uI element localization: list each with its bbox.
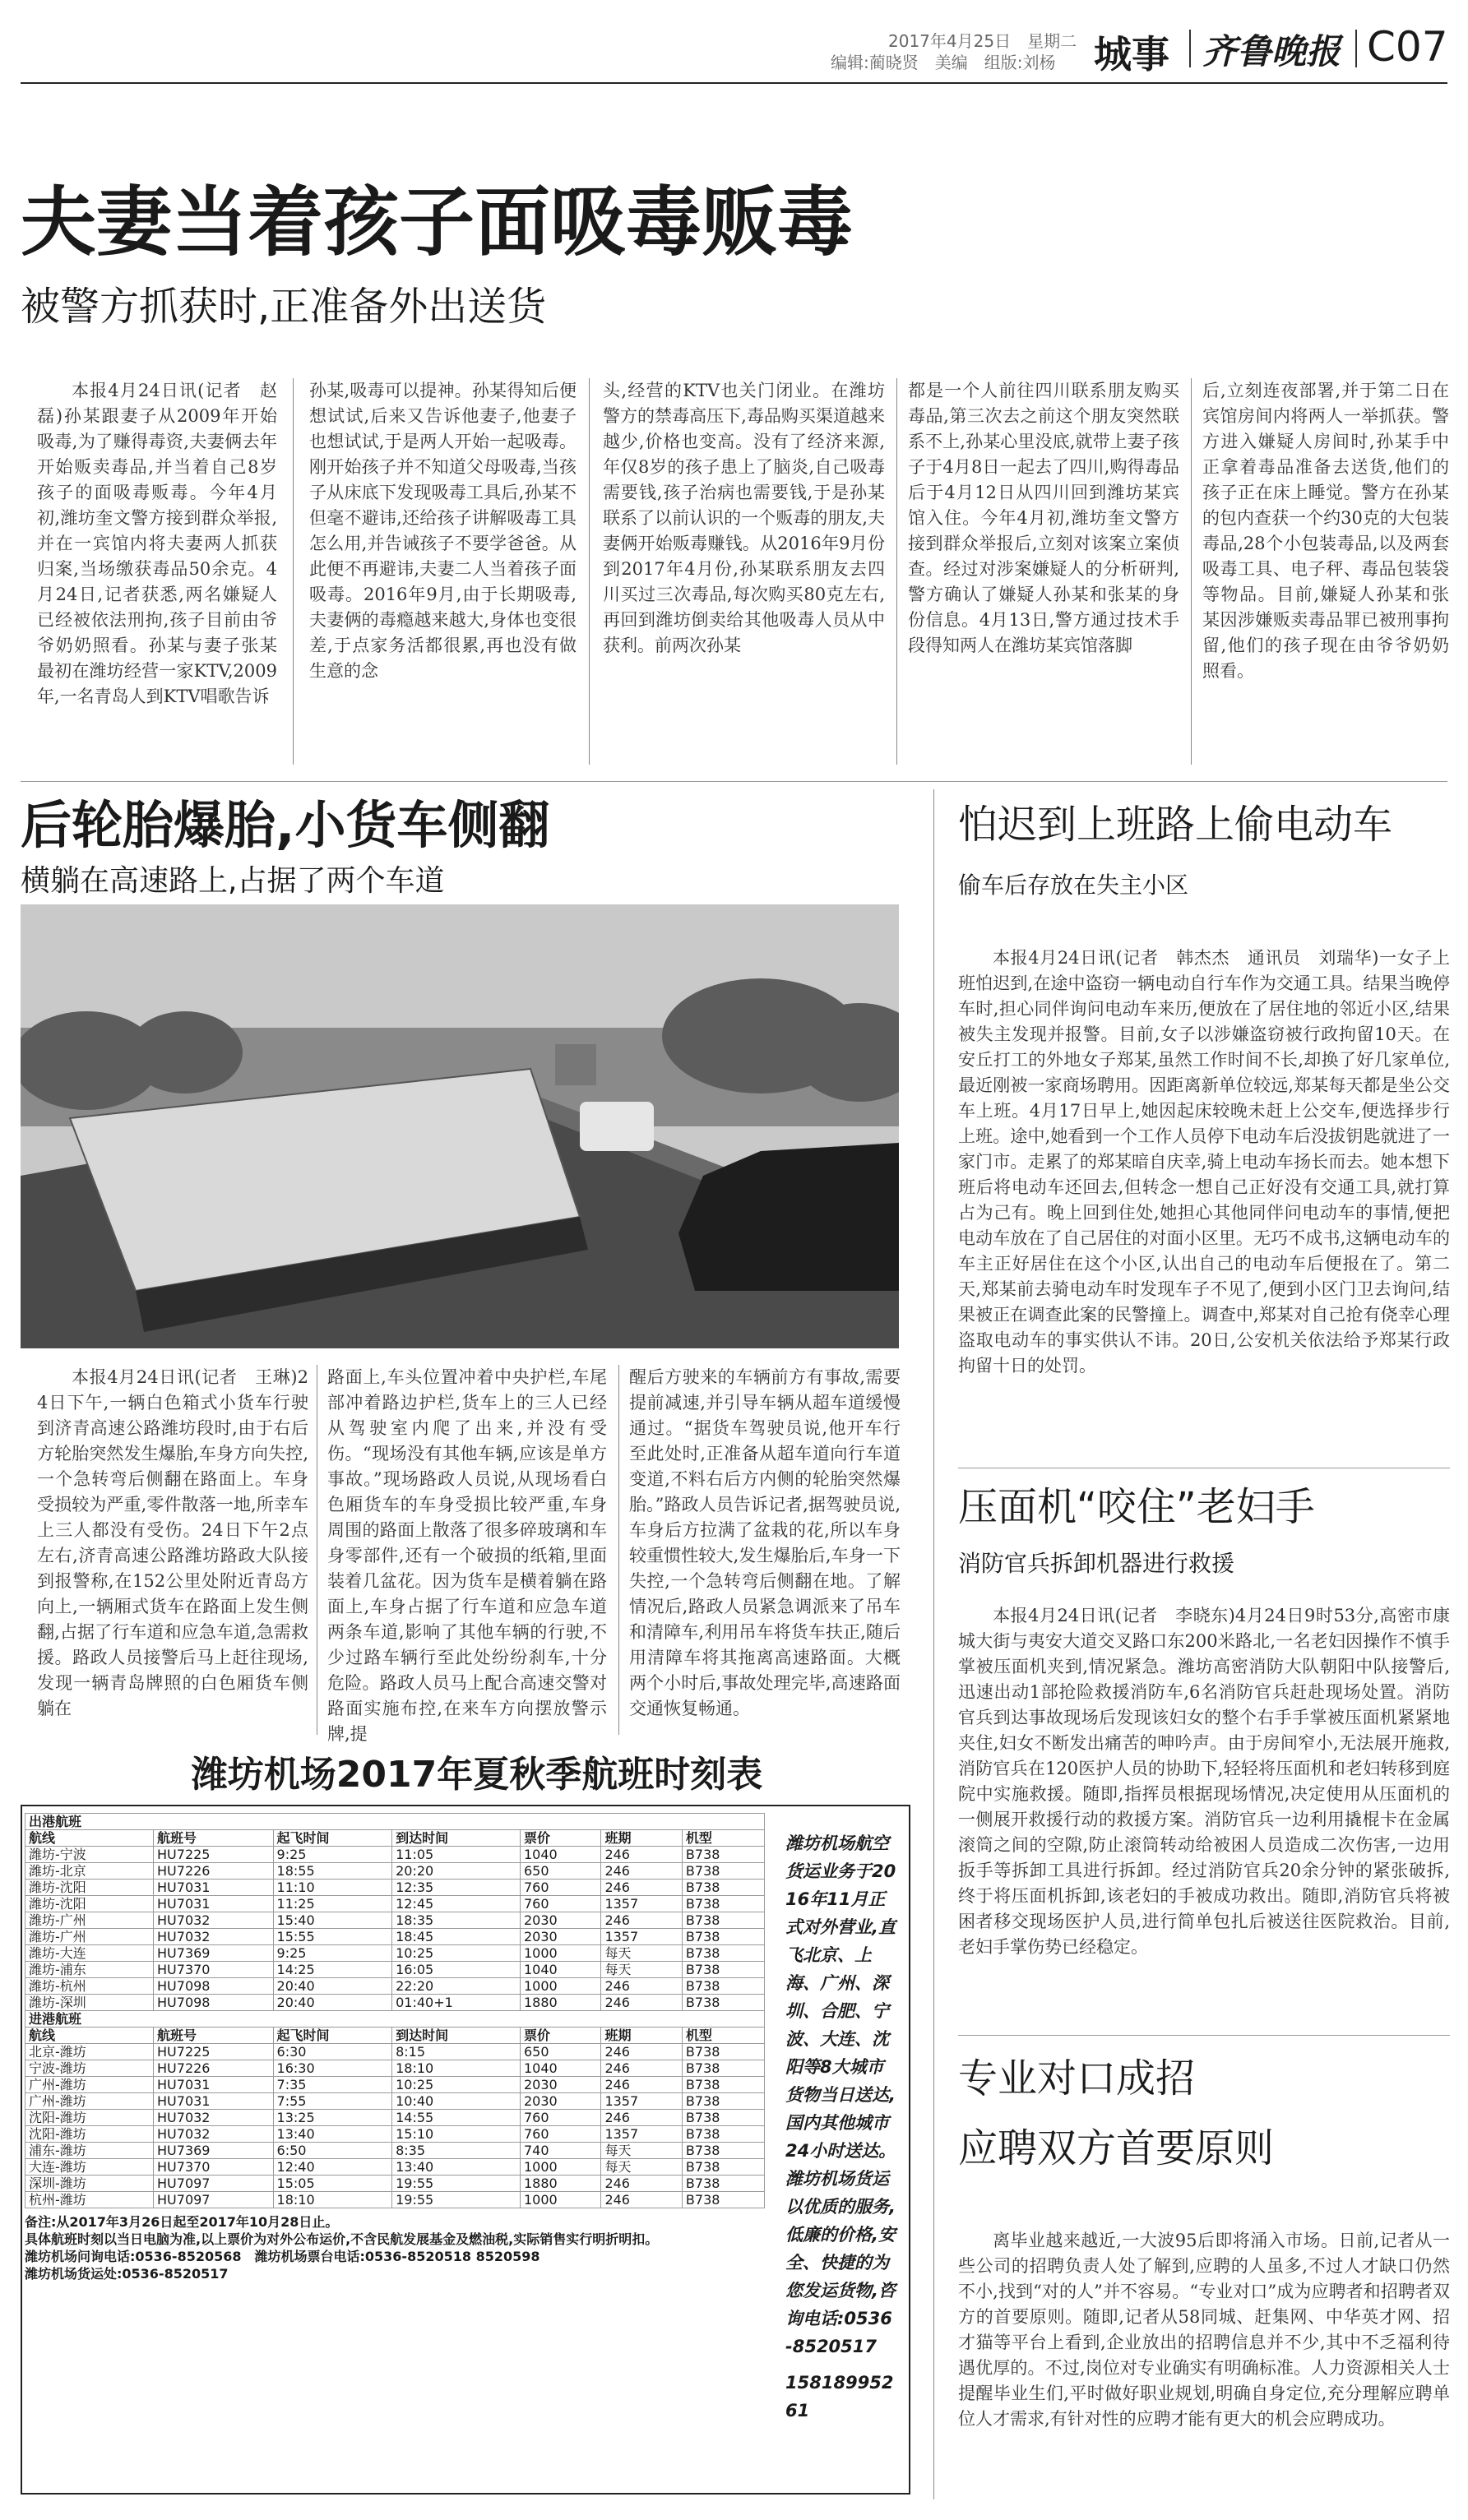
schedule-cell: 1040: [520, 1962, 600, 1978]
schedule-cell: 北京-潍坊: [25, 2044, 154, 2060]
schedule-cell: 潍坊-广州: [25, 1929, 154, 1945]
schedule-cell: 8:35: [392, 2143, 521, 2159]
schedule-cell: 246: [601, 2044, 682, 2060]
schedule-column-header: 班期: [601, 2028, 682, 2044]
schedule-cell: 15:55: [273, 1929, 392, 1945]
schedule-cell: 18:10: [392, 2060, 521, 2077]
schedule-cell: 1000: [520, 1945, 600, 1962]
schedule-cell: HU7097: [154, 2192, 274, 2208]
story1-col4: 都是一个人前往四川联系朋友购买毒品,第三次去之前这个朋友突然联系不上,孙某心里没底,就带上妻子孩子于4月8日一起去了四川,购得毒品后于4月12日从四川回到潍坊某宾馆入住。今年4月初,潍坊奎文警方接到群众举报后,立刻对该案立案侦查。经过对涉案嫌疑人的分析研判,警方确认了嫌疑人孙某和张某的身份信息。4月13日,警方通过技术手段得知两人在潍坊某宾馆落脚: [908, 381, 1179, 655]
schedule-cell: 13:25: [273, 2110, 392, 2126]
schedule-cell: 大连-潍坊: [25, 2159, 154, 2176]
schedule-column-header: 到达时间: [392, 2028, 521, 2044]
story3-subhead: 偷车后存放在失主小区: [958, 872, 1189, 899]
schedule-section-label: 出港航班: [25, 1814, 765, 1830]
schedule-cell: 246: [601, 2077, 682, 2093]
schedule-cell: B738: [682, 1995, 764, 2011]
schedule-cell: 20:20: [392, 1863, 521, 1880]
schedule-cell: 246: [601, 1912, 682, 1929]
schedule-cell: 15:05: [273, 2176, 392, 2192]
schedule-cell: 6:30: [273, 2044, 392, 2060]
schedule-cell: 20:40: [273, 1995, 392, 2011]
schedule-note-prices: 具体航班时刻以当日电脑为准,以上票价为对外公布运价,不含民航发展基金及燃油税,实际销售实行明折明扣。: [25, 2231, 659, 2247]
story1-subhead: 被警方抓获时,正准备外出送货: [21, 284, 547, 330]
schedule-cell: 8:15: [392, 2044, 521, 2060]
schedule-cell: 20:40: [273, 1978, 392, 1995]
schedule-cell: HU7225: [154, 2044, 274, 2060]
story5-headline-line1: 专业对口成招: [958, 2055, 1196, 2102]
schedule-row: [25, 2093, 765, 2110]
schedule-column-header: 航班号: [154, 2028, 274, 2044]
schedule-cell: 18:45: [392, 1929, 521, 1945]
schedule-cell: 246: [601, 1847, 682, 1863]
schedule-cell: 13:40: [273, 2126, 392, 2143]
page-number: C07: [1367, 23, 1448, 71]
schedule-row: [25, 2192, 765, 2208]
schedule-cell: 2030: [520, 1912, 600, 1929]
flight-schedule-table: [25, 1813, 765, 2282]
schedule-cell: 246: [601, 2110, 682, 2126]
schedule-cell: 15:40: [273, 1912, 392, 1929]
schedule-cell: 10:25: [392, 2077, 521, 2093]
schedule-cell: 1357: [601, 1896, 682, 1912]
schedule-row: [25, 1896, 765, 1912]
schedule-cell: 11:05: [392, 1847, 521, 1863]
story1-headline: 夫妻当着孩子面吸毒贩毒: [21, 178, 854, 266]
story2-subhead: 横躺在高速路上,占据了两个车道: [21, 864, 445, 898]
schedule-column-header: 班期: [601, 1830, 682, 1847]
schedule-cell: B738: [682, 1896, 764, 1912]
schedule-cell: 9:25: [273, 1847, 392, 1863]
schedule-cell: 沈阳-潍坊: [25, 2126, 154, 2143]
schedule-cell: 每天: [601, 2159, 682, 2176]
story5-headline-line2: 应聘双方首要原则: [958, 2125, 1275, 2171]
schedule-cell: B738: [682, 1929, 764, 1945]
schedule-row: [25, 1880, 765, 1896]
column-divider: [896, 378, 897, 765]
schedule-cell: 01:40+1: [392, 1995, 521, 2011]
schedule-cell: 1357: [601, 1929, 682, 1945]
schedule-cell: B738: [682, 1962, 764, 1978]
story1-col3: 头,经营的KTV也关门闭业。在潍坊警方的禁毒高压下,毒品购买渠道越来越少,价格也变高。没有了经济来源,年仅8岁的孩子患上了脑炎,自己吸毒需要钱,孩子治病也需要钱,于是孙某联系了以前认识的一个贩毒的朋友,夫妻俩开始贩毒赚钱。从2016年9月份到2017年4月份,孙某联系朋友去四川买过三次毒品,每次购买80克左右,再回到潍坊倒卖给其他吸毒人员从中获利。前两次孙某: [603, 381, 885, 655]
newspaper-logo: 齐鲁晚报: [1202, 31, 1341, 72]
schedule-cell: 11:25: [273, 1896, 392, 1912]
schedule-cell: HU7369: [154, 1945, 274, 1962]
accident-photo: [21, 904, 899, 1348]
header-rule: [21, 82, 1447, 84]
schedule-cell: 760: [520, 1880, 600, 1896]
schedule-cell: 1040: [520, 2060, 600, 2077]
schedule-cell: 11:10: [273, 1880, 392, 1896]
schedule-row: [25, 2110, 765, 2126]
schedule-cell: 650: [520, 2044, 600, 2060]
story2-headline: 后轮胎爆胎,小货车侧翻: [21, 795, 550, 855]
schedule-cell: 每天: [601, 2143, 682, 2159]
story4-body: 本报4月24日讯(记者 李晓东)4月24日9时53分,高密市康城大街与夷安大道交叉路口东200米路北,一名老妇因操作不慎手掌被压面机夹到,情况紧急。潍坊高密消防大队朝阳中队接警后,迅速出动1部抢险救援消防车,6名消防官兵赶赴现场处置。消防官兵到达事故现场后发现该妇女的整个右手手掌被压面机紧紧地夹住,妇女不断发出痛苦的呻吟声。由于房间窄小,无法展开施救,消防官兵在120医护人员的协助下,轻轻将压面机和老妇转移到庭院中实施救援。随即,指挥员根据现场情况,决定使用从压面机的一侧展开救援行动的救援方案。消防官兵一边利用撬棍卡在金属滚筒之间的空隙,防止滚筒转动给被困人员造成二次伤害,一边用扳手等拆卸工具进行拆卸。经过消防官兵20余分钟的紧张破拆,终于将压面机拆卸,该老妇的手被成功救出。随即,消防官兵将被困者移交现场医护人员,进行简单包扎后被送往医院救治。目前,老妇手掌伤势已经稳定。: [958, 1606, 1450, 1957]
schedule-column-header: 起飞时间: [273, 1830, 392, 1847]
schedule-cell: 7:55: [273, 2093, 392, 2110]
section-rule: [21, 781, 1447, 782]
schedule-cell: B738: [682, 2126, 764, 2143]
schedule-cell: B738: [682, 2110, 764, 2126]
schedule-cell: 7:35: [273, 2077, 392, 2093]
schedule-cell: HU7098: [154, 1995, 274, 2011]
schedule-cell: 1000: [520, 2159, 600, 2176]
story4-subhead: 消防官兵拆卸机器进行救援: [958, 1550, 1235, 1577]
schedule-cell: 12:35: [392, 1880, 521, 1896]
schedule-cell: 246: [601, 1880, 682, 1896]
schedule-cell: 246: [601, 1995, 682, 2011]
schedule-cell: HU7369: [154, 2143, 274, 2159]
schedule-row: [25, 2143, 765, 2159]
schedule-column-header: 机型: [682, 1830, 764, 1847]
schedule-cell: 760: [520, 1896, 600, 1912]
schedule-cell: 潍坊-沈阳: [25, 1880, 154, 1896]
schedule-cell: B738: [682, 2159, 764, 2176]
column-divider: [293, 378, 294, 765]
column-divider: [1191, 378, 1192, 765]
schedule-row: [25, 2077, 765, 2093]
schedule-cell: 760: [520, 2126, 600, 2143]
column-divider: [933, 789, 934, 2499]
column-divider: [589, 378, 590, 765]
schedule-cell: 1000: [520, 2192, 600, 2208]
schedule-cell: HU7031: [154, 1880, 274, 1896]
schedule-column-header: 航线: [25, 1830, 154, 1847]
schedule-cell: B738: [682, 2176, 764, 2192]
schedule-cell: 22:20: [392, 1978, 521, 1995]
schedule-cell: 浦东-潍坊: [25, 2143, 154, 2159]
schedule-cell: 1357: [601, 2126, 682, 2143]
schedule-cell: 16:05: [392, 1962, 521, 1978]
schedule-cell: 246: [601, 1863, 682, 1880]
schedule-cell: B738: [682, 2093, 764, 2110]
schedule-row: [25, 1995, 765, 2011]
schedule-section-label: 进港航班: [25, 2011, 765, 2028]
schedule-cell: HU7032: [154, 2110, 274, 2126]
schedule-cell: B738: [682, 2192, 764, 2208]
schedule-cell: 18:10: [273, 2192, 392, 2208]
schedule-cell: 沈阳-潍坊: [25, 2110, 154, 2126]
schedule-cell: B738: [682, 1863, 764, 1880]
schedule-cell: 潍坊-大连: [25, 1945, 154, 1962]
story3-headline: 怕迟到上班路上偷电动车: [958, 802, 1393, 848]
schedule-cell: B738: [682, 1978, 764, 1995]
schedule-cell: B738: [682, 2044, 764, 2060]
schedule-row: [25, 1929, 765, 1945]
schedule-cell: 13:40: [392, 2159, 521, 2176]
schedule-cell: 广州-潍坊: [25, 2093, 154, 2110]
schedule-cell: 潍坊-北京: [25, 1863, 154, 1880]
schedule-cell: 1000: [520, 1978, 600, 1995]
schedule-cell: 16:30: [273, 2060, 392, 2077]
section-rule: [958, 2035, 1450, 2036]
schedule-row: [25, 1962, 765, 1978]
schedule-cell: 深圳-潍坊: [25, 2176, 154, 2192]
schedule-cell: 1880: [520, 2176, 600, 2192]
story2-col3: 醒后方驶来的车辆前方有事故,需要提前减速,并引导车辆从超车道缓慢通过。“据货车驾驶员说,他开车行至此处时,正准备从超车道向行车道变道,不料右后方内侧的轮胎突然爆胎。”路政人员告诉记者,据驾驶员说,车身后方拉满了盆栽的花,所以车身较重惯性较大,发生爆胎后,车身一下失控,一个急转弯后侧翻在地。了解情况后,路政人员紧急调派来了吊车和清障车,利用吊车将货车扶正,随后用清障车将其拖离高速路面。大概两个小时后,事故处理完毕,高速路面交通恢复畅通。: [629, 1367, 901, 1718]
schedule-column-header: 机型: [682, 2028, 764, 2044]
schedule-cell: HU7032: [154, 1929, 274, 1945]
schedule-cell: 2030: [520, 2077, 600, 2093]
schedule-cell: 740: [520, 2143, 600, 2159]
schedule-cell: 1040: [520, 1847, 600, 1863]
schedule-cell: 广州-潍坊: [25, 2077, 154, 2093]
schedule-cell: 10:40: [392, 2093, 521, 2110]
schedule-column-header: 航线: [25, 2028, 154, 2044]
issue-date: 2017年4月25日 星期二: [888, 31, 1077, 51]
schedule-row: [25, 1978, 765, 1995]
schedule-cell: 6:50: [273, 2143, 392, 2159]
cargo-ad-phone: 15818995261: [785, 2373, 894, 2421]
schedule-cell: B738: [682, 1945, 764, 1962]
schedule-cell: 潍坊-沈阳: [25, 1896, 154, 1912]
schedule-column-header: 票价: [520, 2028, 600, 2044]
story3-body: 本报4月24日讯(记者 韩杰杰 通讯员 刘瑞华)一女子上班怕迟到,在途中盗窃一辆电动自行车作为交通工具。结果当晚停车时,担心同伴询问电动车来历,便放在了居住地的邻近小区,结果被失主发现并报警。目前,女子以涉嫌盗窃被行政拘留10天。在安丘打工的外地女子郑某,虽然工作时间不长,却换了好几家单位,最近刚被一家商场聘用。因距离新单位较远,郑某每天都是坐公交车上班。4月17日早上,她因起床较晚未赶上公交车,便选择步行上班。途中,她看到一个工作人员停下电动车后没拔钥匙就进了一家门市。走累了的郑某暗自庆幸,骑上电动车扬长而去。她本想下班后将电动车还回去,但转念一想自己正好没有交通工具,就打算占为己有。晚上回到住处,她担心其他同伴问电动车的事情,便把电动车放在了自己居住的对面小区里。无巧不成书,这辆电动车的车主正好居住在这个小区,认出自己的电动车后便报在了。第二天,郑某前去骑电动车时发现车子不见了,便到小区门卫去询问,结果被正在调查此案的民警撞上。调查中,郑某对自己抢有侥幸心理盗取电动车的事实供认不讳。20日,公安机关依法给予郑某行政拘留十日的处罚。: [958, 948, 1450, 1376]
schedule-cell: 19:55: [392, 2176, 521, 2192]
schedule-cell: 潍坊-宁波: [25, 1847, 154, 1863]
schedule-cell: HU7031: [154, 2093, 274, 2110]
schedule-cell: B738: [682, 2060, 764, 2077]
schedule-cell: HU7032: [154, 1912, 274, 1929]
schedule-cell: 19:55: [392, 2192, 521, 2208]
cargo-ad-text: 潍坊机场航空货运业务于2016年11月正式对外营业,直飞北京、上海、广州、深圳、合肥、宁波、大连、沈阳等8大城市货物当日送达,国内其他城市24小时送达。潍坊机场货运以优质的服务,低廉的价格,安全、快捷的为您发运货物,咨询电话:0536-8520517: [785, 1833, 896, 2356]
story1-col5: 后,立刻连夜部署,并于第二日在宾馆房间内将两人一举抓获。警方进入嫌疑人房间时,孙某手中正拿着毒品准备去送货,他们的孩子正在床上睡觉。警方在孙某的包内查获一个约30克的大包装毒品,28个小包装毒品,以及两套吸毒工具、电子秤、毒品包装袋等物品。目前,嫌疑人孙某和张某因涉嫌贩卖毒品罪已被刑事拘留,他们的孩子现在由爷爷奶奶照看。: [1202, 381, 1449, 681]
story1-col1: 本报4月24日讯(记者 赵磊)孙某跟妻子从2009年开始吸毒,为了赚得毒资,夫妻俩去年开始贩卖毒品,并当着自己8岁孩子的面吸毒贩毒。今年4月初,潍坊奎文警方接到群众举报,并在一宾馆内将夫妻两人抓获归案,当场缴获毒品50余克。4月24日,记者获悉,两名嫌疑人已经被依法刑拘,孩子目前由爷爷奶奶照看。孙某与妻子张某最初在潍坊经营一家KTV,2009年,一名青岛人到KTV唱歌告诉: [37, 381, 277, 706]
schedule-cell: B738: [682, 1880, 764, 1896]
schedule-cell: HU7225: [154, 1847, 274, 1863]
schedule-cell: 潍坊-浦东: [25, 1962, 154, 1978]
section-name: 城事: [1094, 32, 1169, 76]
schedule-cell: 12:40: [273, 2159, 392, 2176]
schedule-row: [25, 2044, 765, 2060]
schedule-row: [25, 1945, 765, 1962]
schedule-cell: 760: [520, 2110, 600, 2126]
cargo-ad: [785, 1829, 896, 2425]
schedule-cell: 12:45: [392, 1896, 521, 1912]
schedule-cell: 9:25: [273, 1945, 392, 1962]
story1-col2: 孙某,吸毒可以提神。孙某得知后便想试试,后来又告诉他妻子,他妻子也想试试,于是两人开始一起吸毒。刚开始孩子并不知道父母吸毒,当孩子从床底下发现吸毒工具后,孙某不但毫不避讳,还给孩子讲解吸毒工具怎么用,并告诫孩子不要学爸爸。从此便不再避讳,夫妻二人当着孩子面吸毒。2016年9月,由于长期吸毒,夫妻俩的毒瘾越来越大,身体也变很差,于点家务活都很累,再也没有做生意的念: [309, 381, 577, 681]
story4-headline: 压面机“咬住”老妇手: [958, 1484, 1315, 1530]
schedule-note-dates: 备注:从2017年3月26日起至2017年10月28日止。: [25, 2214, 339, 2230]
schedule-row: [25, 2176, 765, 2192]
schedule-row: [25, 1847, 765, 1863]
schedule-cell: HU7098: [154, 1978, 274, 1995]
schedule-cell: HU7032: [154, 2126, 274, 2143]
schedule-row: [25, 1912, 765, 1929]
schedule-cell: HU7226: [154, 2060, 274, 2077]
story2-col1: 本报4月24日讯(记者 王琳)24日下午,一辆白色箱式小货车行驶到济青高速公路潍坊段时,由于右后方轮胎突然发生爆胎,车身方向失控,一个急转弯后侧翻在路面上。车身受损较为严重,零件散落一地,所幸车上三人都没有受伤。24日下午2点左右,济青高速公路潍坊路政大队接到报警称,在152公里处附近青岛方向上,一辆厢式货车在路面上发生侧翻,占据了行车道和应急车道,急需救援。路政人员接警后马上赶往现场,发现一辆青岛牌照的白色厢货车侧躺在: [37, 1367, 308, 1718]
schedule-note-phones: 潍坊机场问询电话:0536-8520568 潍坊机场票台电话:0536-8520518 8520598: [25, 2249, 540, 2264]
header-divider: [1355, 30, 1357, 67]
schedule-cell: HU7097: [154, 2176, 274, 2192]
schedule-cell: HU7370: [154, 2159, 274, 2176]
schedule-column-header: 到达时间: [392, 1830, 521, 1847]
column-divider: [618, 1365, 619, 1735]
schedule-cell: 650: [520, 1863, 600, 1880]
schedule-cell: 246: [601, 1978, 682, 1995]
schedule-cell: 2030: [520, 1929, 600, 1945]
schedule-cell: 246: [601, 2060, 682, 2077]
schedule-cell: 宁波-潍坊: [25, 2060, 154, 2077]
schedule-column-header: 起飞时间: [273, 2028, 392, 2044]
schedule-note-cargo: 潍坊机场货运处:0536-8520517: [25, 2266, 229, 2282]
schedule-cell: 1880: [520, 1995, 600, 2011]
schedule-cell: 每天: [601, 1945, 682, 1962]
schedule-cell: 14:55: [392, 2110, 521, 2126]
overturned-truck-scene: [21, 904, 899, 1348]
schedule-cell: 14:25: [273, 1962, 392, 1978]
schedule-cell: 18:35: [392, 1912, 521, 1929]
header-divider: [1189, 30, 1191, 67]
schedule-row: [25, 1863, 765, 1880]
flight-schedule-title: 潍坊机场2017年夏秋季航班时刻表: [191, 1754, 763, 1796]
schedule-cell: 15:10: [392, 2126, 521, 2143]
schedule-row: [25, 2126, 765, 2143]
schedule-cell: HU7370: [154, 1962, 274, 1978]
schedule-cell: 潍坊-深圳: [25, 1995, 154, 2011]
schedule-cell: 246: [601, 2192, 682, 2208]
schedule-cell: B738: [682, 2143, 764, 2159]
schedule-cell: 18:55: [273, 1863, 392, 1880]
schedule-cell: B738: [682, 2077, 764, 2093]
schedule-cell: 潍坊-广州: [25, 1912, 154, 1929]
schedule-cell: B738: [682, 1912, 764, 1929]
schedule-cell: 1357: [601, 2093, 682, 2110]
schedule-column-header: 票价: [520, 1830, 600, 1847]
schedule-cell: HU7031: [154, 2077, 274, 2093]
schedule-cell: HU7031: [154, 1896, 274, 1912]
schedule-cell: 10:25: [392, 1945, 521, 1962]
schedule-row: [25, 2159, 765, 2176]
schedule-cell: 246: [601, 2176, 682, 2192]
editor-credits: 编辑:蔺晓贤 美编 组版:刘杨: [831, 53, 1056, 72]
schedule-cell: HU7226: [154, 1863, 274, 1880]
schedule-cell: B738: [682, 1847, 764, 1863]
schedule-cell: 每天: [601, 1962, 682, 1978]
schedule-cell: 潍坊-杭州: [25, 1978, 154, 1995]
story2-col2: 路面上,车头位置冲着中央护栏,车尾部冲着路边护栏,货车上的三人已经从驾驶室内爬了出来,并没有受伤。“现场没有其他车辆,应该是单方事故。”现场路政人员说,从现场看白色厢货车的车身受损比较严重,车身周围的路面上散落了很多碎玻璃和车身零部件,还有一个破损的纸箱,里面装着几盆花。因为货车是横着躺在路面上,车身占据了行车道和应急车道两条车道,影响了其他车辆的行驶,不少过路车辆行至此处纷纷刹车,十分危险。路政人员马上配合高速交警对路面实施布控,在来车方向摆放警示牌,提: [327, 1367, 607, 1744]
schedule-cell: 2030: [520, 2093, 600, 2110]
schedule-row: [25, 2060, 765, 2077]
schedule-column-header: 航班号: [154, 1830, 274, 1847]
story5-body: 离毕业越来越近,一大波95后即将涌入市场。日前,记者从一些公司的招聘负责人处了解到,应聘的人虽多,不过人才缺口仍然不小,找到“对的人”并不容易。“专业对口”成为应聘者和招聘者双方的首要原则。随即,记者从58同城、赶集网、中华英才网、招才猫等平台上看到,企业放出的招聘信息并不少,其中不乏福利待遇优厚的。不过,岗位对专业确实有明确标准。人力资源相关人士提醒毕业生们,平时做好职业规划,明确自身定位,充分理解应聘单位人才需求,有针对性的应聘才能有更大的机会应聘成功。: [958, 2231, 1450, 2429]
schedule-cell: 杭州-潍坊: [25, 2192, 154, 2208]
